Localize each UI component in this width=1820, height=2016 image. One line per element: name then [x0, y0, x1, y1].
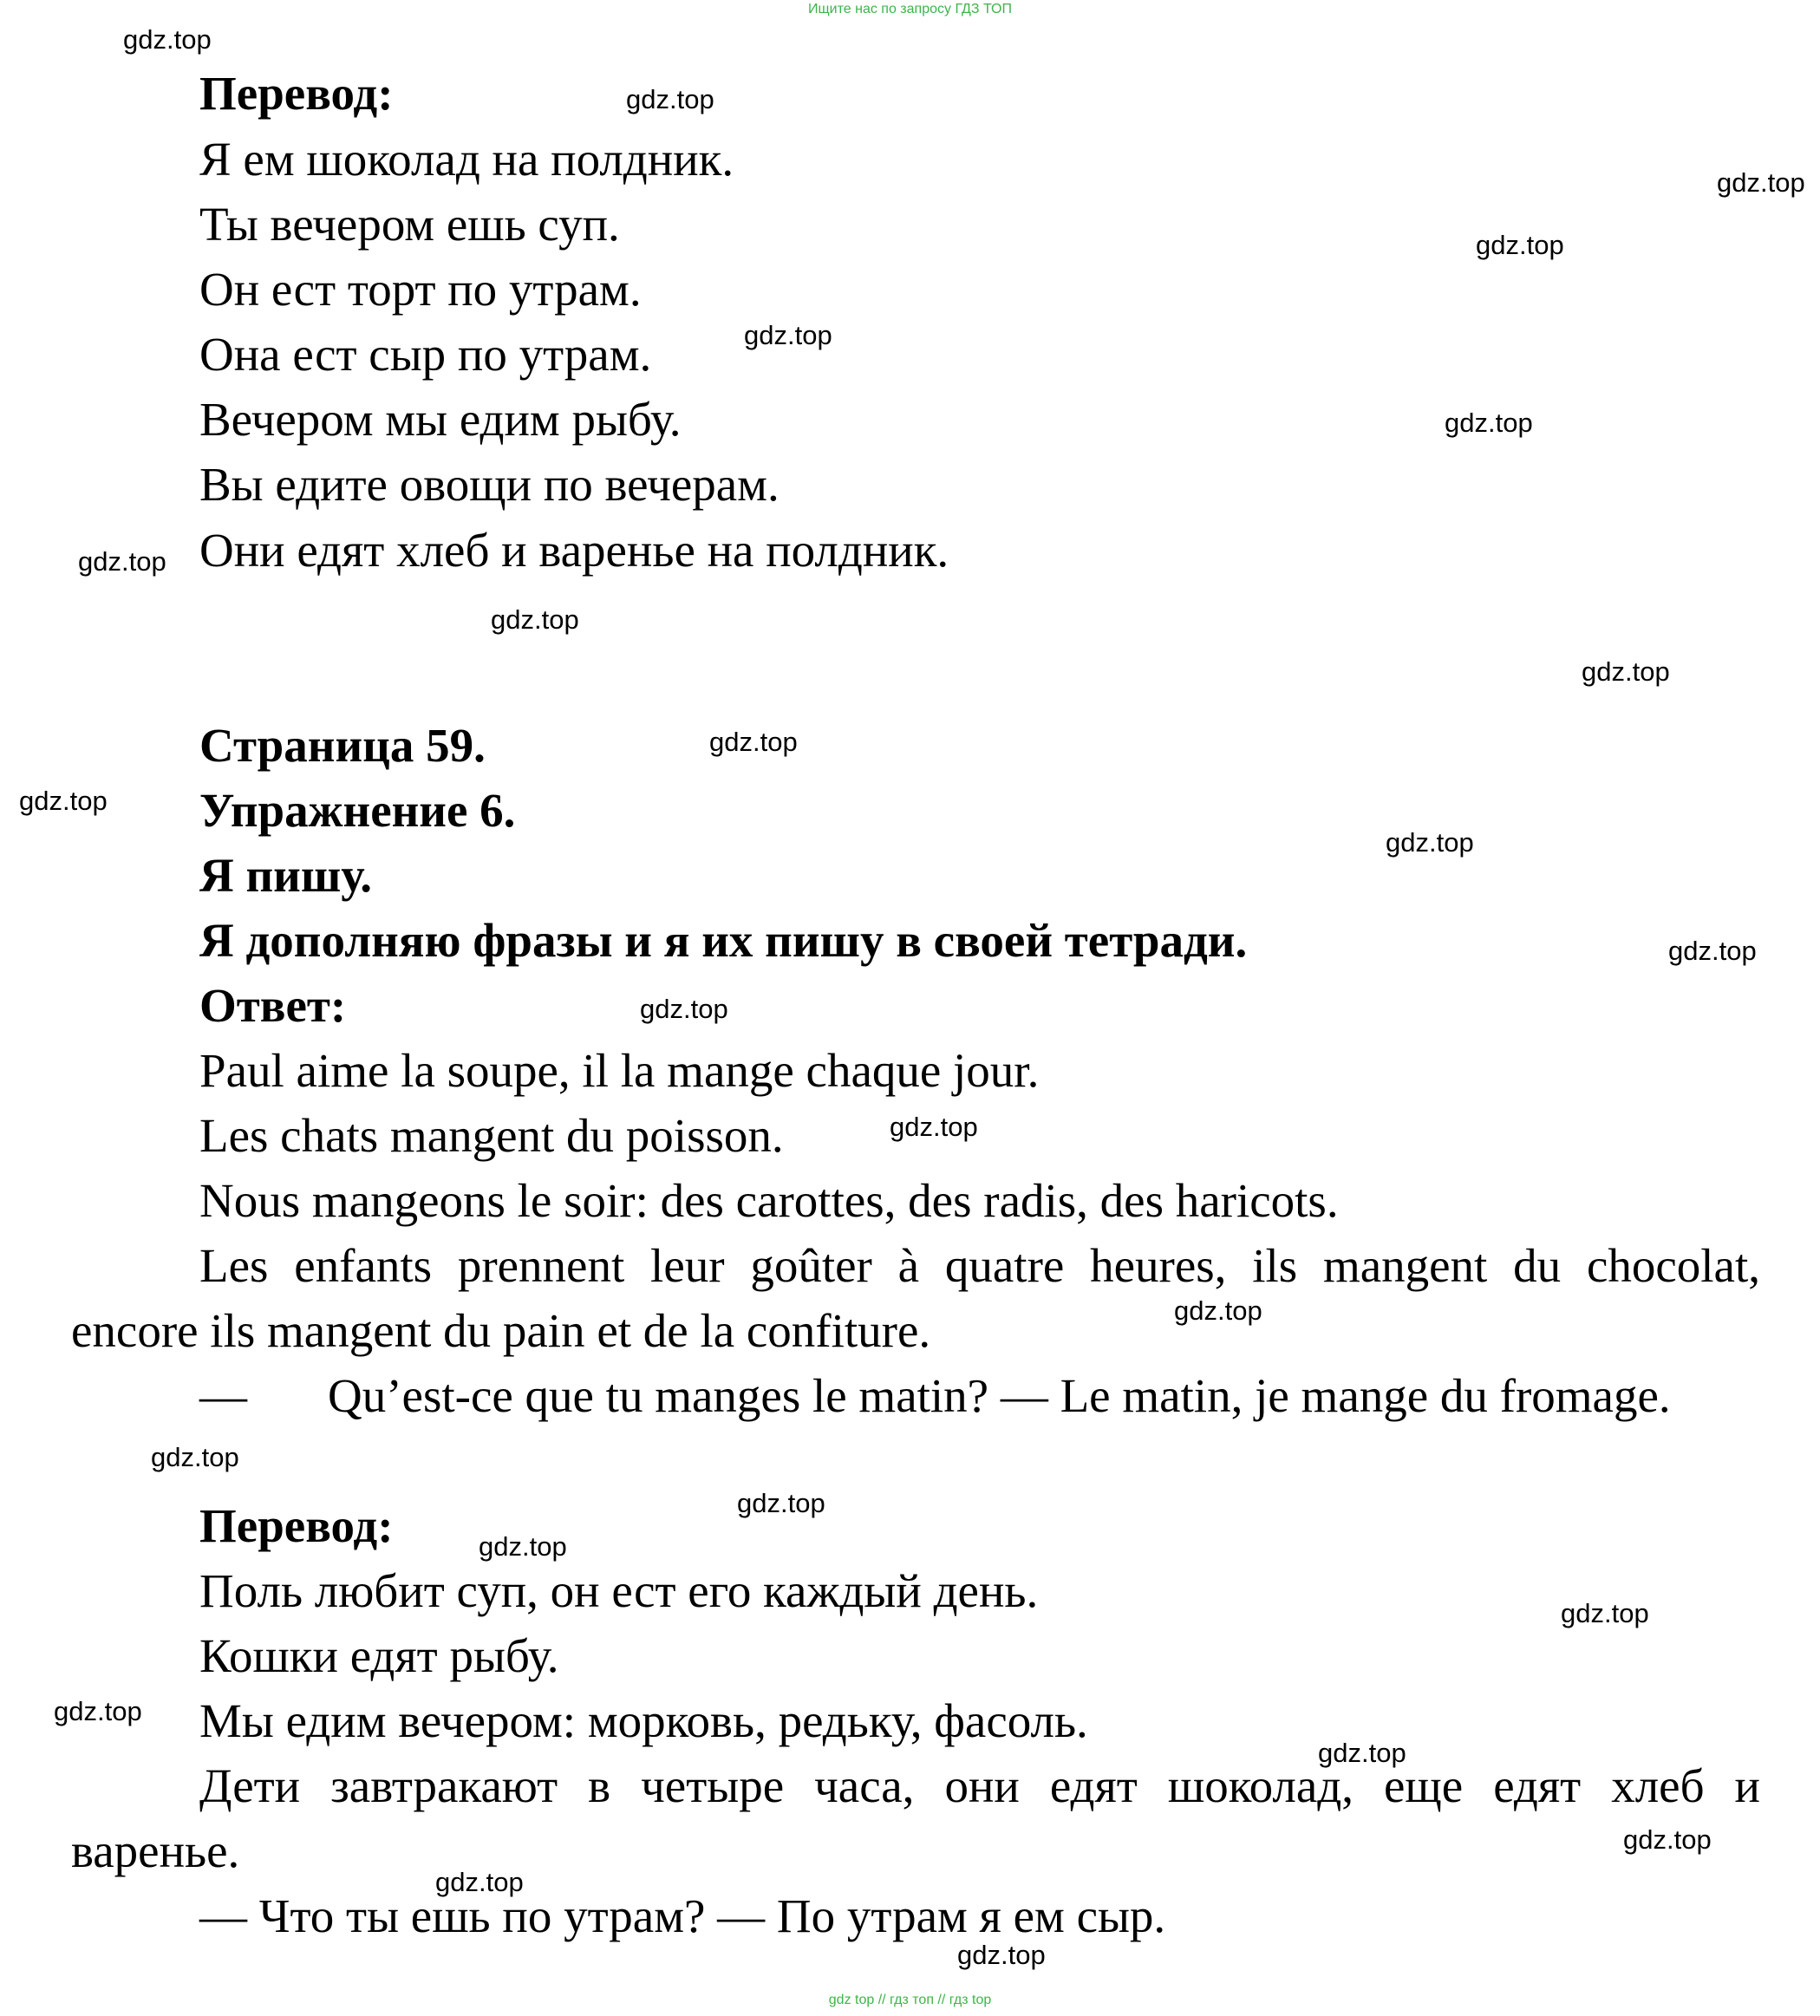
- translation-heading: Перевод:: [199, 1499, 394, 1552]
- watermark: gdz.top: [54, 1696, 142, 1726]
- watermark: gdz.top: [737, 1488, 825, 1518]
- watermark: gdz.top: [1561, 1598, 1649, 1628]
- watermark: gdz.top: [479, 1531, 567, 1562]
- translation-line: Она ест сыр по утрам.: [199, 328, 652, 381]
- translation-line: Я ем шоколад на полдник.: [199, 133, 734, 186]
- watermark: gdz.top: [123, 24, 212, 55]
- watermark: gdz.top: [1174, 1295, 1262, 1326]
- watermark: gdz.top: [640, 994, 728, 1024]
- answer-line: Paul aime la soupe, il la mange chaque jour.: [199, 1044, 1040, 1097]
- watermark: gdz.top: [626, 84, 714, 114]
- translation-line: Ты вечером ешь суп.: [199, 198, 620, 251]
- watermark: gdz.top: [1717, 167, 1805, 198]
- watermark: gdz.top: [1476, 230, 1564, 260]
- watermark: gdz.top: [435, 1867, 524, 1897]
- answer-line: Qu’est-ce que tu manges le matin? — Le matin, je mange du fromage.: [328, 1369, 1671, 1422]
- translation-line: Они едят хлеб и варенье на полдник.: [199, 524, 949, 577]
- translation-line: — Что ты ешь по утрам? — По утрам я ем сыр.: [199, 1889, 1166, 1942]
- translation-line: Вы едите овощи по вечерам.: [199, 458, 780, 511]
- exercise-task: Я дополняю фразы и я их пишу в своей тетради.: [199, 914, 1248, 967]
- watermark: gdz.top: [1668, 936, 1757, 966]
- watermark: gdz.top: [1386, 827, 1474, 858]
- watermark: gdz.top: [19, 786, 108, 816]
- answer-line: Les chats mangent du poisson.: [199, 1109, 784, 1162]
- answer-dash: —: [199, 1369, 247, 1422]
- watermark: gdz.top: [1623, 1824, 1712, 1855]
- translation-line: Кошки едят рыбу.: [199, 1629, 559, 1682]
- translation-line: Дети завтракают в четыре часа, они едят шоколад, еще едят хлеб и: [199, 1759, 1760, 1812]
- translation-line: Поль любит суп, он ест его каждый день.: [199, 1564, 1039, 1617]
- answer-line: encore ils mangent du pain et de la confiture.: [71, 1304, 931, 1357]
- translation-line: Мы едим вечером: морковь, редьку, фасоль.: [199, 1694, 1088, 1747]
- watermark: gdz.top: [1582, 656, 1670, 687]
- translation-line: Он ест торт по утрам.: [199, 263, 642, 316]
- exercise-title: Я пишу.: [199, 849, 373, 902]
- watermark: gdz.top: [890, 1112, 978, 1142]
- answer-heading: Ответ:: [199, 979, 347, 1032]
- translation-line: варенье.: [71, 1824, 240, 1877]
- watermark: gdz.top: [744, 320, 832, 350]
- exercise-number-heading: Упражнение 6.: [199, 784, 516, 837]
- translation-heading: Перевод:: [199, 67, 394, 120]
- watermark: gdz.top: [78, 546, 166, 577]
- watermark: gdz.top: [491, 604, 579, 635]
- watermark: gdz.top: [151, 1442, 239, 1472]
- watermark: gdz.top: [1445, 408, 1533, 438]
- watermark: gdz.top: [709, 727, 798, 757]
- watermark: gdz.top: [1318, 1738, 1406, 1768]
- footer-promo-note: gdz top // гдз топ // гдз top: [828, 1993, 992, 2007]
- header-promo-note: Ищите нас по запросу ГДЗ ТОП: [808, 2, 1012, 16]
- page-number-heading: Страница 59.: [199, 719, 486, 772]
- answer-line: Nous mangeons le soir: des carottes, des radis, des haricots.: [199, 1174, 1339, 1227]
- translation-line: Вечером мы едим рыбу.: [199, 393, 682, 446]
- answer-line: Les enfants prennent leur goûter à quatre heures, ils mangent du chocolat,: [199, 1239, 1760, 1292]
- watermark: gdz.top: [957, 1940, 1046, 1970]
